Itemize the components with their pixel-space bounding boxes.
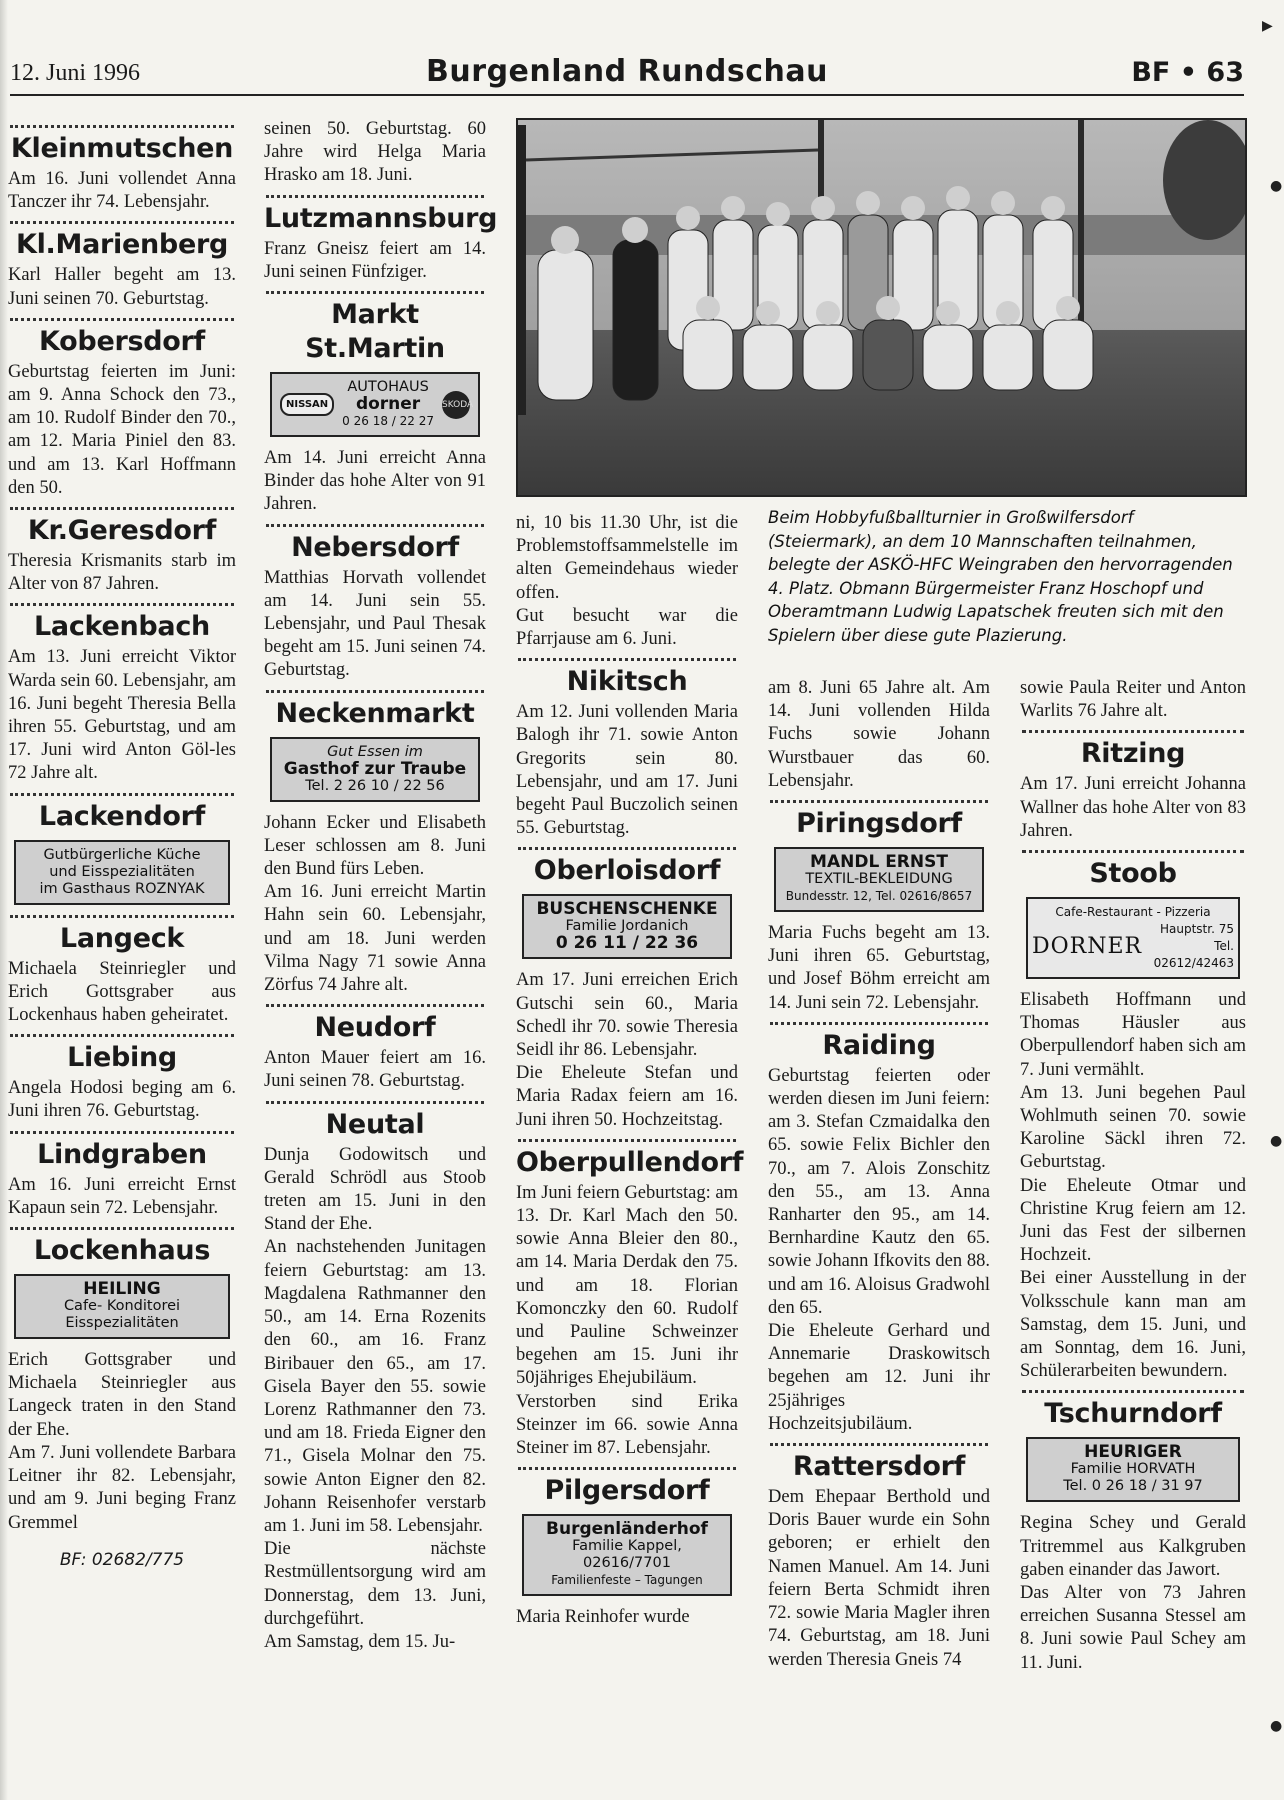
column-3	[516, 512, 744, 1630]
article-text: Erich Gottsgraber und Michaela Steinriegler aus Langeck traten in den Stand der Ehe.	[8, 1350, 236, 1440]
article-text: Im Juni feiern Geburtstag: am 13. Dr. Karl Mach den 50. sowie Anna Bleier den 80., am 14. Maria Derdak den 75. und am 18. Florian Komonczky den 60. Rudolf und Pauline Schweinzer begehen am 15. Juni ihr 50jähriges Ehejubiläum.	[516, 1182, 738, 1389]
ad-line: im Gasthaus ROZNYAK	[39, 880, 205, 897]
ad-line: Tel. 0 26 18 / 31 97	[1063, 1478, 1203, 1495]
article-text: Am 16. Juni erreicht Martin Hahn sein 60. Lebensjahr, und am 18. Juni werden Vilma Nagy 71 sowie Anna Zörfus 74 Jahre alt.	[264, 882, 486, 996]
article-text: sowie Paula Reiter und Anton Warlits 76 Jahre alt.	[1020, 678, 1246, 722]
town-heading: Tschurndorf	[1044, 1398, 1222, 1430]
ad-line: dorner	[355, 394, 421, 415]
town-heading: Stoob	[1089, 858, 1177, 890]
town-heading: Langeck	[59, 922, 185, 954]
divider	[1022, 730, 1244, 733]
town-heading: Liebing	[67, 1042, 177, 1074]
ad-line: Familie HORVATH	[1070, 1461, 1196, 1478]
town-heading: Markt St.Martin	[305, 299, 445, 365]
column-2	[264, 118, 498, 1654]
article-text: Theresia Krismanits starb im Alter von 87 Jahren.	[8, 551, 236, 595]
divider	[10, 603, 234, 606]
ad-line: HEILING	[83, 1279, 161, 1300]
town-heading: Lockenhaus	[33, 1235, 211, 1267]
article-text: Dem Ehepaar Berthold und Doris Bauer wurde ein Sohn geboren; er erhielt den Namen Manuel. Am 14. Juni feiern Berta Schmidt ihren 72. sowie Maria Magler ihren 74. Geburtstag, am 18. Juni werden Theresia Gneis 74	[768, 1487, 990, 1670]
divider	[518, 1139, 736, 1142]
ad-line: Gutbürgerliche Küche	[43, 846, 201, 863]
article-text: Gut besucht war die Pfarrjause am 6. Juni.	[516, 605, 738, 650]
article-text: Am 13. Juni begehen Paul Wohlmuth seinen 70. sowie Karoline Säckl ihren 72. Geburtstag.	[1020, 1082, 1246, 1173]
ad-line: Bundesstr. 12, Tel. 02616/8657	[785, 889, 973, 904]
advertisement-burgenlaenderhof	[522, 1514, 732, 1596]
divider	[266, 690, 484, 693]
ad-line: AUTOHAUS	[347, 379, 429, 396]
ad-line: Familie Kappel, 02616/7701	[572, 1538, 682, 1572]
column-1	[8, 118, 236, 1572]
ad-line: Gasthof zur Traube	[283, 758, 467, 779]
column-4	[768, 677, 990, 1672]
page-header	[10, 52, 1244, 96]
advertisement-autohaus-dorner	[270, 372, 480, 437]
team-photo	[516, 118, 1247, 497]
ad-line: und Eisspezialitäten	[49, 863, 195, 880]
article-text: Regina Schey und Gerald Tritremmel aus Kalkgruben gaben einander das Jawort.	[1020, 1513, 1246, 1580]
article-text: am 8. Juni 65 Jahre alt. Am 14. Juni vollenden Hilda Fuchs sowie Johann Wurstbauer das 60. Lebensjahr.	[768, 678, 990, 791]
town-heading: Lutzmannsburg	[264, 202, 498, 234]
divider	[770, 800, 988, 803]
ad-line: Familienfeste – Tagungen	[551, 1573, 703, 1588]
town-heading: Neckenmarkt	[275, 697, 475, 729]
advertisement-dorner-pizzeria	[1026, 897, 1240, 979]
skoda-logo: SKODA	[442, 391, 470, 419]
town-heading: Kr.Geresdorf	[27, 515, 217, 547]
divider	[518, 847, 736, 850]
divider	[266, 1004, 484, 1007]
divider	[10, 221, 234, 224]
ad-line: MANDL ERNST	[810, 852, 948, 873]
article-text: Am 16. Juni erreicht Ernst Kapaun sein 72. Lebensjahr.	[8, 1174, 236, 1218]
town-heading: Nikitsch	[566, 666, 688, 698]
ad-line: 0 26 18 / 22 27	[342, 414, 434, 429]
article-text: seinen 50. Geburtstag. 60 Jahre wird Helga Maria Hrasko am 18. Juni.	[264, 119, 486, 186]
town-heading: Kleinmutschen	[10, 133, 234, 164]
photo-caption: Beim Hobbyfußballturnier in Großwilfersdorf (Steiermark), an dem 10 Mannschaften teilnahmen, belegte der ASKÖ-HFC Weingraben den hervorragenden 4. Platz. Obmann Bürgermeister Franz Hoschopf und Oberamtmann Ludwig Lapatschek freuten sich mit den Spielern über diese gute Plazierung.	[768, 508, 1233, 645]
divider	[10, 915, 234, 918]
article-text: Die Eheleute Stefan und Maria Radax feiern am 16. Juni ihren 50. Hochzeitstag.	[516, 1063, 738, 1130]
margin-mark: ●	[1270, 1133, 1283, 1149]
town-heading: Lindgraben	[37, 1138, 207, 1170]
advertisement-roznyak	[14, 840, 230, 905]
article-text: Geburtstag feierten oder werden diesen im Juni feiern: am 3. Stefan Czmaidalka den 65. sowie Felix Bichler den 70., am 7. Alois Zonschitz den 55., am 13. Anna Ranharter den 95., am 14. Bernhardine Kautz den 65. sowie Johann Ifkovits den 88. und am 16. Aloisus Gradwohl den 65.	[768, 1065, 990, 1318]
article-text: Am 16. Juni vollendet Anna Tanczer ihr 74. Lebensjahr.	[8, 169, 236, 213]
divider	[266, 291, 484, 294]
ad-line: Familie Jordanich	[565, 918, 689, 935]
article-text: Anton Mauer feiert am 16. Juni seinen 78. Geburtstag.	[264, 1048, 486, 1092]
article-text: Am 17. Juni erreichen Erich Gutschi sein 60., Maria Schedl ihr 70. sowie Theresia Seidl ihr 86. Lebensjahr.	[516, 970, 738, 1061]
article-text: Maria Reinhofer wurde	[516, 1607, 690, 1628]
divider	[266, 195, 484, 198]
town-heading: Ritzing	[1080, 738, 1186, 770]
article-text: Verstorben sind Erika Steinzer im 66. sowie Anna Steiner im 87. Lebensjahr.	[516, 1391, 738, 1459]
article-text: An nachstehenden Junitagen feiern Geburtstag: am 13. Magdalena Rathmanner den 50., am 14. Erna Rozenits den 60., am 16. Franz Biribauer den 65., am 17. Gisela Bayer den 55. sowie Lorenz Rathmanner den 73. und am 18. Frieda Eigner den 71., Gisela Molnar den 75. sowie Anton Eigner den 82. Johann Reisenhofer verstarb am 1. Juni im 58. Lebensjahr.	[264, 1237, 486, 1536]
article-text: ni, 10 bis 11.30 Uhr, ist die Problemstoffsammelstelle im alten Gemeindehaus wieder offen.	[516, 513, 738, 603]
town-heading: Oberpullendorf	[516, 1146, 744, 1178]
ad-line: Burgenländerhof	[546, 1519, 708, 1540]
article-text: Am Samstag, dem 15. Ju-	[264, 1631, 456, 1652]
advertisement-gasthof-traube	[270, 737, 480, 802]
ad-line: HEURIGER	[1084, 1442, 1182, 1463]
article-text: Am 7. Juni vollendete Barbara Leitner ihr 82. Lebensjahr, und am 9. Juni beging Franz Gremmel	[8, 1442, 236, 1533]
divider	[10, 1034, 234, 1037]
town-heading: Lackenbach	[34, 611, 210, 643]
article-text: Das Alter von 73 Jahren erreichen Susanna Stessel am 8. Juni sowie Paul Schey am 11. Juni.	[1020, 1583, 1246, 1673]
article-text: Bei einer Ausstellung in der Volksschule kann man am Samstag, dem 15. Juni, und am Sonntag, dem 16. Juni, Schülerarbeiten bewundern.	[1020, 1268, 1246, 1382]
article-text: Karl Haller begeht am 13. Juni seinen 70. Geburtstag.	[8, 265, 236, 309]
divider	[266, 524, 484, 527]
divider	[10, 1227, 234, 1230]
contact-phone: BF: 02682/775	[59, 1549, 185, 1570]
divider	[10, 125, 234, 128]
divider	[10, 507, 234, 510]
team-photo-image	[518, 120, 1245, 495]
divider	[518, 658, 736, 661]
column-5	[1020, 677, 1246, 1675]
town-heading: Lackendorf	[38, 800, 206, 832]
ad-line: Tel. 02612/42463	[1153, 939, 1234, 971]
article-text: Die Eheleute Otmar und Christine Krug feiern am 12. Juni das Fest der silbernen Hochzeit.	[1020, 1175, 1246, 1266]
town-heading: Nebersdorf	[291, 531, 459, 563]
article-text: Maria Fuchs begeht am 13. Juni ihren 65. Geburtstag, und Josef Böhm erreicht am 14. Juni sein 72. Lebensjahr.	[768, 923, 990, 1013]
town-heading: Raiding	[822, 1029, 936, 1061]
town-heading: Neutal	[325, 1108, 425, 1140]
article-text: Michaela Steinriegler und Erich Gottsgraber aus Lockenhaus haben geheiratet.	[8, 958, 236, 1026]
page-number: BF • 63	[1131, 57, 1244, 88]
divider	[770, 1022, 988, 1025]
article-text: Geburtstag feierten im Juni: am 9. Anna Schock den 73., am 10. Rudolf Binder den 70., am 12. Maria Piniel den 83. und am 13. Karl Hoffmann den 50.	[8, 361, 236, 498]
article-text: Dunja Godowitsch und Gerald Schrödl aus Stoob treten am 15. Juni in den Stand der Ehe.	[264, 1144, 486, 1235]
article-text: Johann Ecker und Elisabeth Leser schlossen am 8. Juni den Bund fürs Leben.	[264, 812, 486, 880]
divider	[1022, 850, 1244, 853]
advertisement-heuriger-horvath	[1026, 1437, 1240, 1502]
ad-line: Gut Essen im	[327, 743, 423, 760]
advertisement-buschenschenke	[522, 894, 732, 959]
advertisement-heiling	[14, 1274, 230, 1339]
article-text: Angela Hodosi beging am 6. Juni ihren 76. Geburtstag.	[8, 1078, 236, 1122]
article-text: Franz Gneisz feiert am 14. Juni seinen Fünfziger.	[264, 238, 486, 282]
page-edge	[0, 0, 8, 1800]
town-heading: Kl.Marienberg	[15, 229, 228, 261]
article-text: Am 17. Juni erreicht Johanna Wallner das hohe Alter von 83 Jahren.	[1020, 774, 1246, 841]
town-heading: Neudorf	[314, 1012, 436, 1044]
ad-line: Eisspezialitäten	[65, 1315, 179, 1332]
article-text: Elisabeth Hoffmann und Thomas Häusler aus Oberpullendorf haben sich am 7. Juni vermählt.	[1020, 990, 1246, 1080]
nissan-logo: NISSAN	[280, 393, 334, 416]
ad-line: BUSCHENSCHENKE	[536, 899, 718, 920]
town-heading: Rattersdorf	[792, 1451, 966, 1483]
ad-line: Hauptstr. 75	[1160, 922, 1234, 937]
ad-line: 0 26 11 / 22 36	[555, 933, 699, 954]
article-text: Am 14. Juni erreicht Anna Binder das hohe Alter von 91 Jahren.	[264, 448, 486, 515]
ad-line: Cafe- Konditorei	[63, 1298, 181, 1315]
divider	[770, 1443, 988, 1446]
margin-mark: ●	[1270, 1718, 1283, 1734]
divider	[518, 1467, 736, 1470]
newspaper-title: Burgenland Rundschau	[426, 54, 828, 89]
issue-date: 12. Juni 1996	[10, 60, 141, 86]
advertisement-mandl-ernst	[774, 847, 984, 912]
divider	[266, 1101, 484, 1104]
article-text: Matthias Horvath vollendet am 14. Juni sein 55. Lebensjahr, und Paul Thesak begeht am 15. Juni seinen 74. Geburtstag.	[264, 567, 486, 681]
margin-mark: ●	[1270, 178, 1283, 194]
town-heading: Oberloisdorf	[533, 855, 721, 887]
article-text: Die Eheleute Gerhard und Annemarie Draskowitsch begehen am 12. Juni ihr 25jähriges Hochzeitsjubiläum.	[768, 1321, 990, 1434]
town-heading: Piringsdorf	[796, 808, 962, 840]
town-heading: Pilgersdorf	[544, 1475, 710, 1507]
ad-line: Cafe-Restaurant - Pizzeria	[1055, 905, 1211, 920]
divider	[10, 318, 234, 321]
divider	[10, 793, 234, 796]
article-text: Am 12. Juni vollenden Maria Balogh ihr 71. sowie Anton Gregorits sein 80. Lebensjahr, und am 17. Juni begeht Paul Buczolich seinen 55. Geburtstag.	[516, 702, 738, 839]
article-text: Am 13. Juni erreicht Viktor Warda sein 60. Lebensjahr, am 16. Juni begeht Theresia Bella ihren 55. Geburtstag, und am 17. Juni wird Anton Göl-les 72 Jahre alt.	[8, 647, 236, 784]
margin-mark: ▶	[1262, 18, 1273, 34]
ad-line: DORNER	[1032, 934, 1143, 960]
ad-line: Tel. 2 26 10 / 22 56	[305, 777, 445, 794]
divider	[10, 1131, 234, 1134]
town-heading: Kobersdorf	[39, 325, 205, 357]
divider	[1022, 1390, 1244, 1393]
article-text: Die nächste Restmüllentsorgung wird am Donnerstag, dem 13. Juni, durchgeführt.	[264, 1539, 486, 1629]
ad-line: TEXTIL-BEKLEIDUNG	[805, 871, 953, 888]
